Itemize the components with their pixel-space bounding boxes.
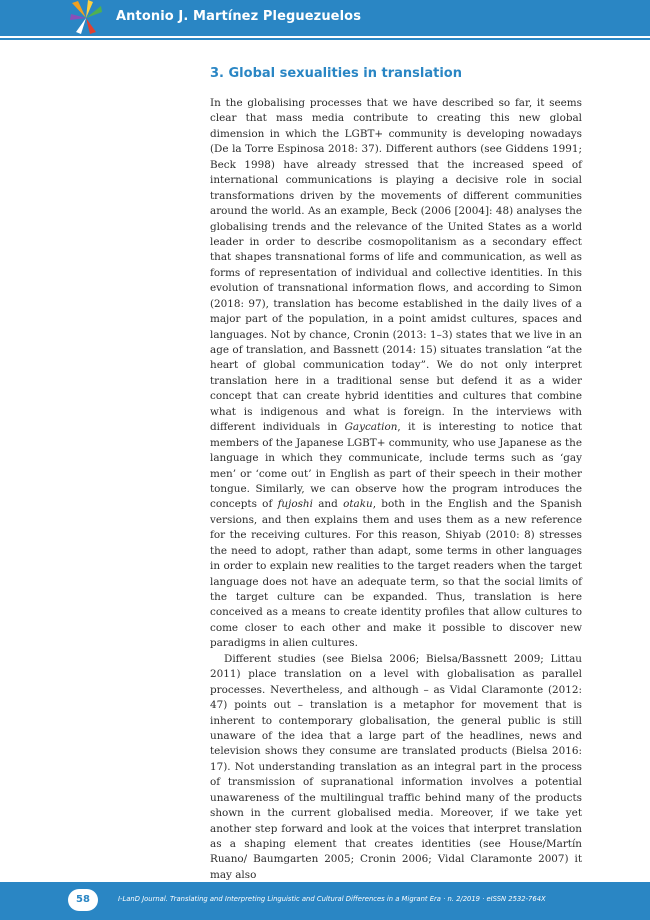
logo-petal-red xyxy=(86,18,96,34)
italic-term: Gaycation xyxy=(344,421,398,434)
journal-logo xyxy=(66,0,106,36)
paragraph-1 xyxy=(210,96,582,652)
text-run: , both in the English and the Spanish versions, and then explains them and uses them as a new reference for the receiving cultures. For this reason, Shiyab (2010: 8) stresses the need to adopt, rather than adapt, some terms in other languages in order to explain new realities to the target readers when the target language does not have an adequate term, so that the social limits of the target culture can be expanded. Thus, translation is here conceived as a means to create identity profiles that allow cultures to come closer to each other and make it possible to discover new paradigms in alien cultures. xyxy=(210,498,582,650)
italic-term: fujoshi xyxy=(277,498,313,511)
journal-citation: I-LanD Journal. Translating and Interpreting Linguistic and Cultural Differences in a Migrant Era · n. 2/2019 · eISSN 2532-764X xyxy=(118,895,546,903)
logo-petal-white xyxy=(76,18,86,34)
body-text xyxy=(210,96,582,883)
text-run: and xyxy=(312,498,344,511)
text-run: , it is interesting to notice that members of the Japanese LGBT+ community, who use Japanese as the language in which they communicate, include terms such as ‘gay men’ or ‘come out’ in English as part of their speech in their mother tongue. Similarly, we can observe how the program introduces the concepts of xyxy=(210,421,582,511)
section-heading: 3. Global sexualities in translation xyxy=(210,66,462,81)
running-head-author: Antonio J. Martínez Pleguezuelos xyxy=(116,9,362,24)
text-run: In the globalising processes that we have described so far, it seems clear that mass media contribute to creating this new global dimension in which the LGBT+ community is developing nowadays (De la Torre Espinosa 2018: 37). Different authors (see Giddens 1991; Beck 1998) have already stressed that the increased speed of international communications is playing a decisive role in social transformations driven by the movements of different communities around the world. As an example, Beck (2006 [2004]: 48) analyses the globalising trends and the relevance of the United States as a world leader in order to describe cosmopolitanism as a secondary effect that shapes transnational forms of life and communication, as well as forms of representation of individual and collective identities. In this evolution of transnational information flows, and according to Simon (2018: 97), translation has become established in the daily lives of a major part of the population, in a point amidst cultures, spaces and languages. Not by chance, Cronin (2013: 1–3) states that we live in an age of translation, and Bassnett (2014: 15) situates translation “at the heart of global communication today”. We do not only interpret translation here in a traditional sense but defend it as a wider concept that can create hybrid identities and cultures that combine what is indigenous and what is foreign. In the interviews with different individuals in xyxy=(210,97,582,434)
page-number: 58 xyxy=(68,889,98,911)
paragraph-2: Different studies (see Bielsa 2006; Bielsa/Bassnett 2009; Littau 2011) place translation on a level with globalisation as parallel processes. Nevertheless, and although – as Vidal Claramonte (2012: 47) points out – translation is a metaphor for movement that is inherent to contemporary globalisation, the general public is still unaware of the idea that a large part of the headlines, news and television shows they consume are translated products (Bielsa 2016: 17). Not understanding translation as an integral part in the process of transmission of supranational information involves a potential unawareness of the multilingual traffic behind many of the products shown in the current globalised media. Moreover, if we take yet another step forward and look at the voices that interpret translation as a shaping element that creates identities (see House/Martín Ruano/ Baumgarten 2005; Cronin 2006; Vidal Claramonte 2007) it may also xyxy=(210,652,582,881)
italic-term: otaku xyxy=(343,498,373,511)
header-rule xyxy=(0,38,650,40)
